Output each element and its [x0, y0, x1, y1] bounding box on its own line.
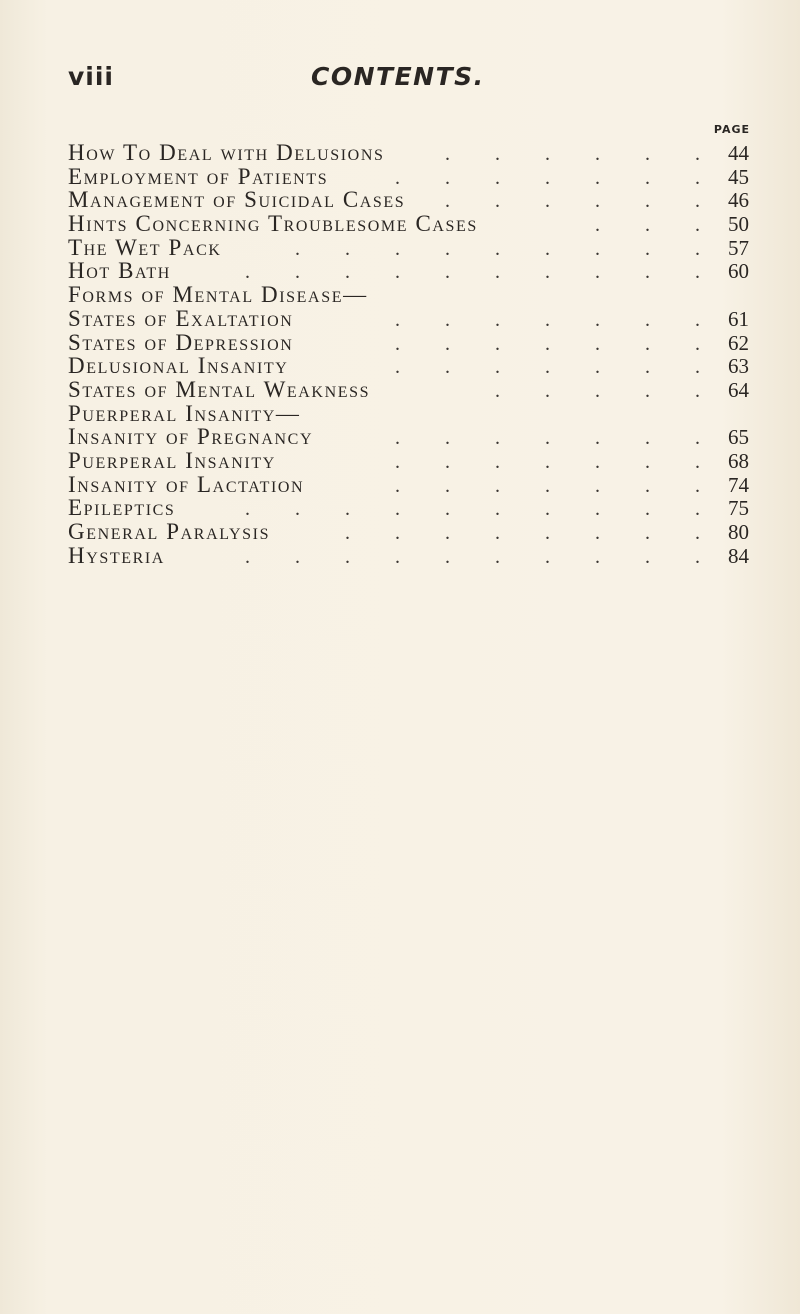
toc-entry-title: Employment of Patients — [68, 163, 329, 188]
toc-entry — [68, 164, 758, 188]
toc-entry-title: Insanity of Pregnancy — [68, 424, 314, 448]
toc-entry-title: States of Exaltation — [68, 305, 294, 330]
toc-entry — [68, 353, 758, 377]
toc-entry — [68, 258, 758, 282]
toc-entry — [68, 211, 758, 235]
toc-entry — [68, 448, 758, 472]
toc-entry-leader: . . . . . . . . . . — [245, 545, 720, 567]
toc-entry-page: 57 — [728, 235, 749, 259]
toc-entry — [68, 377, 758, 401]
toc-entry-leader: . . . . . . . — [395, 474, 720, 496]
toc-entry — [68, 140, 758, 164]
toc-entry — [68, 401, 758, 425]
toc-entry-leader: . . . . . . . — [395, 308, 720, 330]
toc-entry-page: 68 — [728, 448, 749, 472]
toc-entry-leader: . . . . . . . . — [345, 522, 720, 543]
toc-entry — [68, 424, 758, 448]
page-number-folio: viii — [68, 62, 115, 91]
toc-entry-title: Insanity of Lactation — [68, 471, 305, 496]
toc-entry-leader: . . . . . . — [445, 190, 720, 212]
toc-entry-title: States of Mental Weakness — [68, 376, 371, 401]
toc-entry-page: 64 — [728, 377, 749, 401]
toc-entry-title: General Paralysis — [68, 519, 271, 543]
toc-entry-title: Puerperal Insanity— — [68, 400, 301, 425]
toc-entry-title: Hints Concerning Troublesome Cases — [68, 211, 478, 235]
toc-entry-page: 62 — [728, 330, 749, 354]
toc-entry-page: 45 — [728, 164, 749, 188]
toc-entry-title: Puerperal Insanity — [68, 447, 276, 472]
toc-entry — [68, 472, 758, 496]
toc-entry-leader: . . . . . . . — [395, 450, 720, 472]
toc-entry-title: States of Depression — [68, 329, 294, 354]
toc-entry — [68, 187, 758, 211]
page-header — [68, 62, 768, 102]
toc-entry-title: Epileptics — [68, 495, 176, 519]
toc-entry — [68, 330, 758, 354]
toc-entry-leader: . . . . . . . — [395, 427, 720, 448]
page-column-label: PAGE — [713, 123, 750, 136]
toc-entry-page: 84 — [728, 543, 749, 567]
toc-entry — [68, 543, 758, 567]
toc-entry-title: Hysteria — [68, 542, 165, 567]
toc-entry-page: 65 — [728, 425, 749, 448]
toc-entry-page: 75 — [728, 496, 749, 519]
toc-entry-title: Hot Bath — [68, 258, 171, 283]
toc-entry-page: 74 — [728, 472, 749, 496]
toc-entry-leader: . . . . . . — [445, 143, 720, 164]
toc-entry-page: 63 — [728, 354, 749, 377]
table-of-contents — [68, 140, 758, 566]
running-title: CONTENTS. — [311, 62, 485, 91]
toc-entry-page: 80 — [728, 520, 749, 543]
toc-entry-leader: . . . . . . . . . . — [245, 261, 720, 283]
toc-entry — [68, 235, 758, 259]
toc-entry-leader: . . . . . . . — [395, 332, 720, 354]
toc-entry-page: 46 — [728, 188, 749, 212]
toc-entry — [68, 282, 758, 306]
toc-entry-page: 50 — [728, 212, 749, 235]
toc-entry-title: How To Deal with Delusions — [68, 140, 385, 164]
toc-entry-page: 44 — [728, 141, 749, 164]
toc-entry-page: 60 — [728, 259, 749, 283]
toc-entry-leader: . . . . . . . . . . — [245, 498, 720, 519]
toc-entry-leader: . . . . . . . . . — [295, 237, 720, 259]
toc-entry-leader: . . . . . . . — [395, 356, 720, 377]
toc-entry-page: 61 — [728, 306, 749, 330]
toc-entry-title: Delusional Insanity — [68, 353, 289, 377]
toc-entry — [68, 306, 758, 330]
toc-entry-title: The Wet Pack — [68, 234, 222, 259]
toc-entry-leader: . . . . . — [495, 379, 720, 401]
toc-entry-title: Forms of Mental Disease— — [68, 282, 368, 306]
toc-entry-leader: . . . — [595, 214, 720, 235]
toc-entry — [68, 519, 758, 543]
toc-entry-title: Management of Suicidal Cases — [68, 187, 406, 212]
toc-entry — [68, 495, 758, 519]
toc-entry-leader: . . . . . . . — [395, 166, 720, 188]
